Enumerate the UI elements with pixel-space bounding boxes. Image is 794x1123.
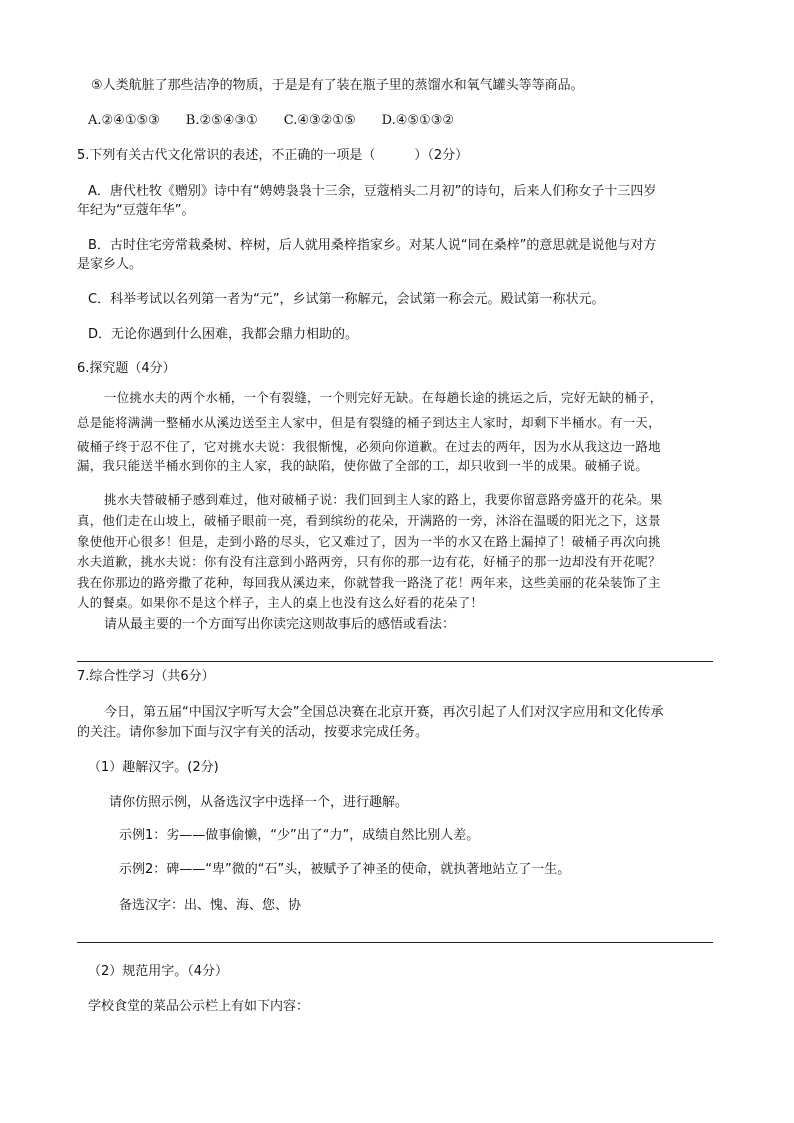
question-title: 7.综合性学习（共6分）	[77, 669, 215, 684]
intro-line-2: 的关注。请你参加下面与汉字有关的活动，按要求完成任务。	[77, 725, 429, 740]
answer-line[interactable]	[77, 661, 713, 662]
story-line: 人的餐桌。如果你不是这个样子，主人的桌上也没有这么好看的花朵了！	[77, 595, 484, 610]
subquestion-1-title: （1）趣解汉字。(2分)	[88, 760, 219, 775]
story-line: 象使他开心很多！但是，走到小路的尽头，它又难过了，因为一半的水又在路上漏掉了！破桶子再次向挑	[77, 534, 661, 549]
candidate-characters: 备选汉字：出、愧、海、您、协	[119, 898, 302, 913]
story-line: 水夫道歉，挑水夫说：你有没有注意到小路两旁，只有你的那一边有花，好桶子的那一边却没有开花呢？	[77, 554, 661, 569]
story-line: 一位挑水夫的两个水桶，一个有裂缝，一个则完好无缺。在每趟长途的挑运之后，完好无缺的桶子，	[104, 390, 663, 405]
option-b-line2: 是家乡人。	[77, 257, 143, 272]
answer-line[interactable]	[77, 942, 713, 943]
story-line: 总是能将满满一整桶水从溪边送至主人家中，但是有裂缝的桶子到达主人家时，却剩下半桶水。有一天，	[77, 415, 661, 430]
example-1: 示例1：劣——做事偷懒，“少”出了“力”，成绩自然比别人差。	[119, 828, 480, 843]
intro-line-1: 今日，第五届“中国汉字听写大会”全国总决赛在北京开赛，再次引起了人们对汉字应用和文化传承	[104, 705, 664, 720]
subquestion-2-text: 学校食堂的菜品公示栏上有如下内容：	[88, 999, 310, 1014]
question-stem: 5.下列有关古代文化常识的表述，不正确的一项是（ ）（2分）	[77, 148, 469, 163]
option-a-line2: 年纪为“豆蔻年华”。	[77, 203, 195, 218]
question-prompt: 请从最主要的一个方面写出你读完这则故事后的感悟或看法：	[104, 617, 456, 632]
option-c: C．科举考试以名列第一者为“元”，乡试第一称解元，会试第一称会元。殿试第一称状元。	[88, 292, 605, 307]
subquestion-1-instruction: 请你仿照示例，从备选汉字中选择一个，进行趣解。	[109, 795, 409, 810]
answer-options: A.②④①⑤③ B.②⑤④③① C.④③②①⑤ D.④⑤①③②	[88, 113, 454, 128]
story-line: 挑水夫替破桶子感到难过，他对破桶子说：我们回到主人家的路上，我要你留意路旁盛开的花朵。果	[104, 492, 663, 507]
story-line: 漏，我只能送半桶水到你的主人家，我的缺陷，使你做了全部的工，却只收到一半的成果。破桶子说。	[77, 458, 649, 473]
subquestion-2-title: （2）规范用字。（4分）	[88, 964, 229, 979]
option-a-line1: A．唐代杜牧《赠别》诗中有“娉娉袅袅十三余，豆蔻梢头二月初”的诗句，后来人们称女子十三四岁	[88, 184, 657, 199]
story-line: 真，他们走在山坡上，破桶子眼前一亮，看到缤纷的花朵，开满路的一旁，沐浴在温暖的阳光之下，这景	[77, 513, 661, 528]
sentence-5: ⑤人类航脏了那些洁净的物质，于是是有了装在瓶子里的蒸馏水和氧气罐头等等商品。	[91, 78, 584, 93]
story-line: 我在你那边的路旁撒了花种，每回我从溪边来，你就替我一路浇了花！两年来，这些美丽的花朵装饰了主	[77, 575, 661, 590]
question-title: 6.探究题（4分）	[77, 361, 176, 376]
option-d: D．无论你遇到什么困难，我都会鼎力相助的。	[88, 327, 359, 342]
story-line: 破桶子终于忍不住了，它对挑水夫说：我很惭愧，必须向你道歉。在过去的两年，因为水从我这边一路地	[77, 439, 661, 454]
example-2: 示例2：碑——“卑”微的“石”头，被赋予了神圣的使命，就执著地站立了一生。	[119, 862, 571, 877]
option-b-line1: B．古时住宅旁常栽桑树、梓树，后人就用桑梓指家乡。对某人说“同在桑梓”的意思就是说他与对方	[88, 238, 657, 253]
